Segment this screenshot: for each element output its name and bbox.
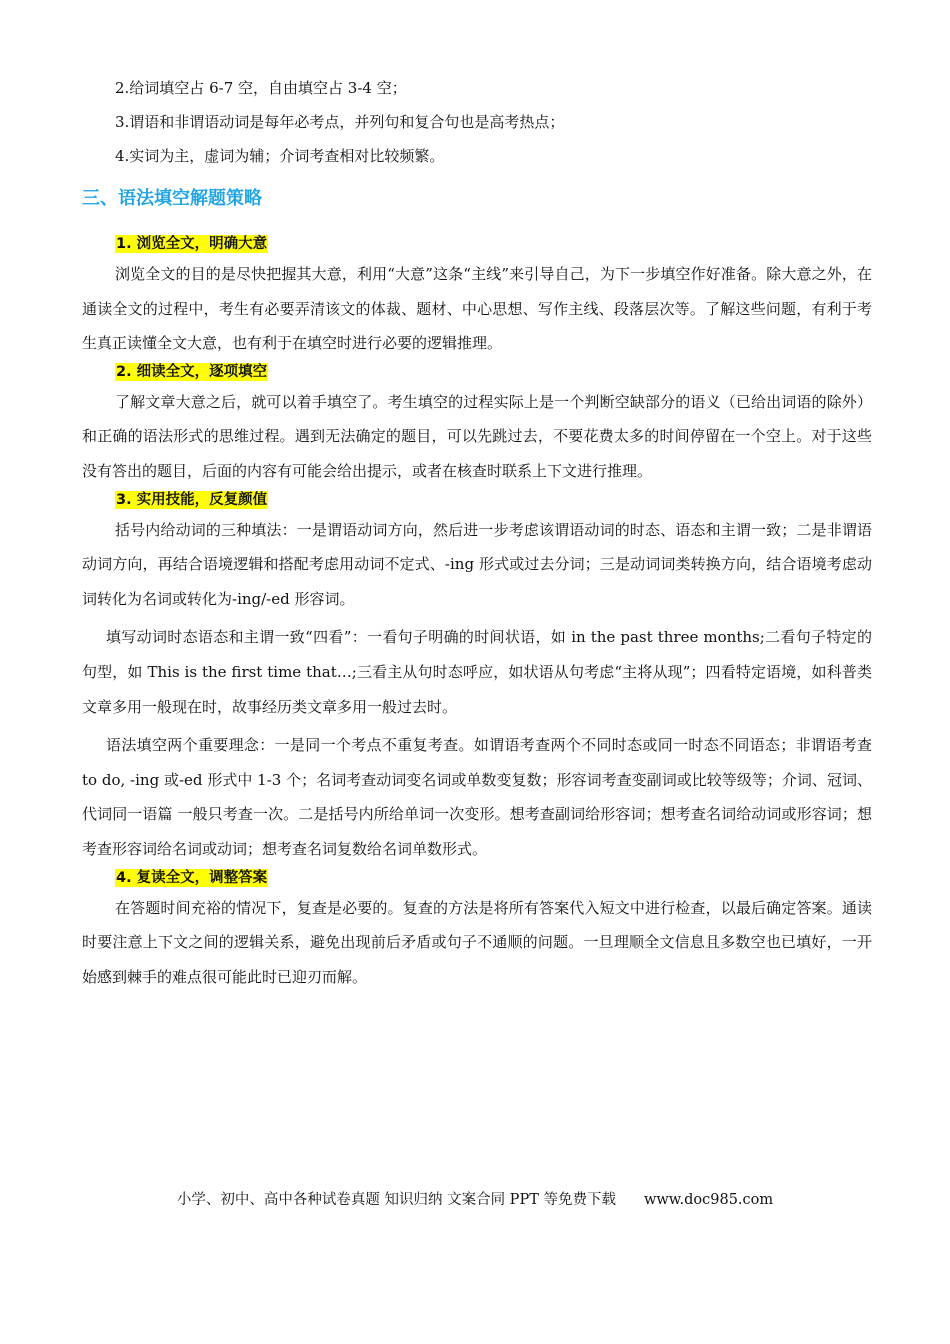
step-3-paragraph-four-looks: 填写动词时态语态和主谓一致“四看”：一看句子明确的时间状语，如 in the past three months;二看句子特定的句型，如 This is the first time that…;三看主从句时态呼应，如状语从句考虑“主将从现”；四看特定语境，如科普类文章多用一般现在时，故事经历类文章多用一般过去时。 (82, 628, 872, 716)
step-4-title: 4. 复读全文，调整答案 (116, 869, 268, 886)
footer-url[interactable]: www.doc985.com (643, 1192, 774, 1208)
list-item: 3.谓语和非谓语动词是每年必考点，并列句和复合句也是高考热点； (115, 113, 565, 131)
page-content (82, 78, 872, 994)
step-2-title: 2. 细读全文，逐项填空 (116, 363, 268, 380)
step-1-paragraph: 浏览全文的目的是尽快把握其大意，利用“大意”这条“主线”来引导自己，为下一步填空作好准备。除大意之外，在通读全文的过程中，考生有必要弄清该文的体裁、题材、中心思想、写作主线、段落层次等。了解这些问题，有利于考生真正读懂全文大意，也有利于在填空时进行必要的逻辑推理。 (82, 265, 872, 353)
step-1-title: 1. 浏览全文，明确大意 (116, 236, 268, 252)
step-3-heading (82, 490, 872, 510)
step-3-title: 3. 实用技能，反复颜值 (116, 491, 268, 508)
step-4-heading (82, 868, 872, 888)
step-3-paragraph-two-principles: 语法填空两个重要理念：一是同一个考点不重复考查。如谓语考查两个不同时态或同一时态不同语态；非谓语考查 to do, -ing 或-ed 形式中 1-3 个；名词考查动词变名词或单数变复数；形容词考查变副词或比较等级等；介词、冠词、代词同一语篇 一般只考查一次。二是括号内所给单词一次变形。想考查副词给形容词；想考查名词给动词或形容词；想考查形容词给名词或动词；想考查名词复数给名词单数形式。 (82, 736, 872, 858)
list-item: 2.给词填空占 6-7 空，自由填空占 3-4 空； (115, 79, 407, 97)
step-4-paragraph: 在答题时间充裕的情况下，复查是必要的。复查的方法是将所有答案代入短文中进行检查，以最后确定答案。通读时要注意上下文之间的逻辑关系，避免出现前后矛盾或句子不通顺的问题。一旦理顺全文信息且多数空也已填好，一开始感到棘手的难点很可能此时已迎刃而解。 (82, 898, 872, 986)
footer-text: 小学、初中、高中各种试卷真题 知识归纳 文案合同 PPT 等免费下载 (176, 1192, 616, 1208)
step-3-paragraph-verb-methods: 括号内给动词的三种填法：一是谓语动词方向，然后进一步考虑该谓语动词的时态、语态和主谓一致；二是非谓语动词方向，再结合语境逻辑和搭配考虑用动词不定式、-ing 形式或过去分词；三是动词词类转换方向，结合语境考虑动词转化为名词或转化为-ing/-ed 形容词。 (82, 520, 872, 608)
section-heading: 三、语法填空解题策略 (82, 188, 262, 209)
list-item: 4.实词为主，虚词为辅；介词考查相对比较频繁。 (115, 147, 445, 165)
step-1-heading (82, 234, 872, 254)
step-2-heading (82, 362, 872, 382)
page-footer (0, 1190, 950, 1210)
step-2-paragraph: 了解文章大意之后，就可以着手填空了。考生填空的过程实际上是一个判断空缺部分的语义（已给出词语的除外）和正确的语法形式的思维过程。遇到无法确定的题目，可以先跳过去，不要花费太多的时间停留在一个空上。对于这些没有答出的题目，后面的内容有可能会给出提示，或者在核查时联系上下文进行推理。 (82, 392, 872, 480)
